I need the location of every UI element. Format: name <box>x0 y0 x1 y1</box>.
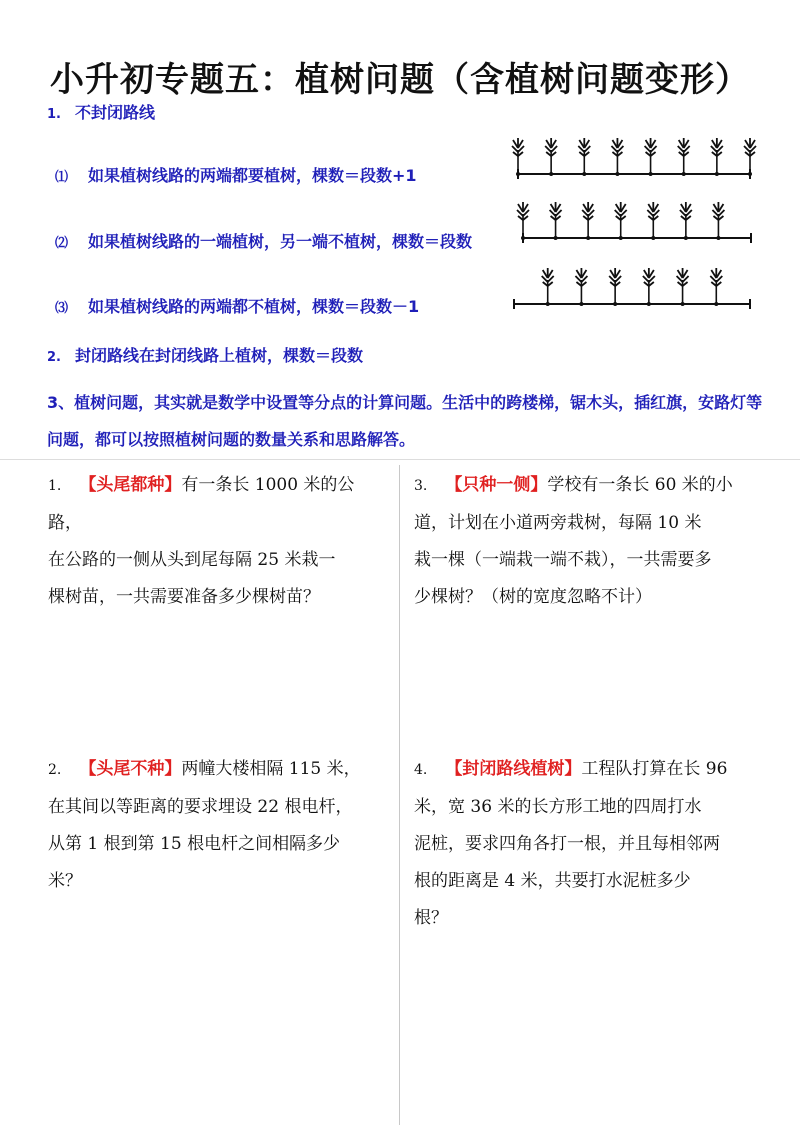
problem-4-line-1 <box>414 751 774 789</box>
problem-2-number: 2. <box>48 762 62 778</box>
rule-1 <box>55 163 417 186</box>
problem-4-text-2: 米，宽 36 米的长方形工地的四周打水 <box>414 797 702 817</box>
problem-3-text-4: 少棵树？（树的宽度忽略不计） <box>414 587 652 607</box>
tree-base-dot <box>684 236 688 240</box>
problem-3-text-3: 栽一棵（一端栽一端不栽），一共需要多 <box>414 550 712 570</box>
problem-3-text-1: 学校有一条长 60 米的小 <box>547 475 733 495</box>
rule-3 <box>55 294 419 317</box>
tree-icon <box>582 202 594 240</box>
tree-base-dot <box>613 302 617 306</box>
rule-2 <box>55 229 472 252</box>
vertical-divider <box>399 465 400 1125</box>
tree-icon <box>615 202 627 240</box>
section-2-number: 2. <box>47 350 61 365</box>
rule-3-text: 如果植树线路的两端都不植树，棵数＝段数－1 <box>88 297 420 316</box>
tree-base-dot <box>714 302 718 306</box>
rule-1-number: ⑴ <box>55 170 69 185</box>
tree-icon <box>645 138 657 176</box>
problem-3 <box>414 467 774 616</box>
tree-base-dot <box>549 172 553 176</box>
problem-2 <box>48 751 388 900</box>
tree-icon <box>611 138 623 176</box>
problem-3-tag: 【只种一侧】 <box>445 475 548 495</box>
problem-3-number: 3. <box>414 478 428 494</box>
problem-3-text-2: 道，计划在小道两旁栽树，每隔 10 米 <box>414 513 702 533</box>
problem-4 <box>414 751 774 937</box>
tree-base-dot <box>615 172 619 176</box>
tree-diagram-both-ends <box>510 136 760 186</box>
section-1-number: 1. <box>47 107 61 122</box>
tree-icon <box>647 202 659 240</box>
tree-base-dot <box>716 236 720 240</box>
tree-icon <box>712 202 724 240</box>
section-1-heading <box>47 100 155 123</box>
problem-2-tag: 【头尾不种】 <box>79 759 182 779</box>
problem-1-line-1 <box>48 467 388 542</box>
problem-2-text-2: 在其间以等距离的要求埋设 22 根电杆， <box>48 797 353 817</box>
problem-4-number: 4. <box>414 762 428 778</box>
problem-4-text-3: 泥桩，要求四角各打一根，并且每相邻两 <box>414 834 720 854</box>
rule-2-number: ⑵ <box>55 236 69 251</box>
tree-icon <box>711 138 723 176</box>
problem-2-text-1: 两幢大楼相隔 115 米， <box>181 759 361 779</box>
horizontal-divider <box>0 459 800 460</box>
tree-icon <box>512 138 524 176</box>
page-title: 小升初专题五：植树问题（含植树问题变形） <box>50 60 750 100</box>
tree-icon <box>680 202 692 240</box>
tree-icon <box>517 202 529 240</box>
tree-icon <box>678 138 690 176</box>
tree-icon <box>542 268 554 306</box>
problem-1-tag: 【头尾都种】 <box>79 475 182 495</box>
problem-1 <box>48 467 388 616</box>
problem-1-text-3: 棵树苗，一共需要准备多少棵树苗？ <box>48 587 320 607</box>
tree-base-dot <box>516 172 520 176</box>
tree-icon <box>575 268 587 306</box>
rule-1-text: 如果植树线路的两端都要植树，棵数＝段数+1 <box>88 166 417 185</box>
tree-icon <box>578 138 590 176</box>
tree-diagram-one-end <box>515 200 760 250</box>
tree-icon <box>744 138 756 176</box>
section-2 <box>47 343 363 366</box>
problem-3-line-1 <box>414 467 774 505</box>
tree-base-dot <box>579 302 583 306</box>
rule-2-text: 如果植树线路的一端植树，另一端不植树，棵数＝段数 <box>88 232 473 251</box>
problem-4-tag: 【封闭路线植树】 <box>445 759 582 779</box>
problem-1-text-1: 有一条长 1000 米的公路， <box>48 475 355 533</box>
tree-base-dot <box>682 172 686 176</box>
tree-base-dot <box>582 172 586 176</box>
rule-3-number: ⑶ <box>55 301 69 316</box>
tree-icon <box>710 268 722 306</box>
tree-base-dot <box>647 302 651 306</box>
problem-1-number: 1. <box>48 478 62 494</box>
tree-base-dot <box>619 236 623 240</box>
problem-2-line-1 <box>48 751 388 789</box>
tree-base-dot <box>681 302 685 306</box>
problem-4-text-1: 工程队打算在长 96 <box>581 759 728 779</box>
tree-icon <box>545 138 557 176</box>
tree-icon <box>677 268 689 306</box>
tree-icon <box>643 268 655 306</box>
problem-4-text-5: 根？ <box>414 908 448 928</box>
tree-icon <box>550 202 562 240</box>
section-3-text: 3、植树问题，其实就是数学中设置等分点的计算问题。生活中的跨楼梯，锯木头，插红旗，安路灯等问题，都可以按照植树问题的数量关系和思路解答。 <box>47 393 763 449</box>
tree-base-dot <box>554 236 558 240</box>
problem-2-text-3: 从第 1 根到第 15 根电杆之间相隔多少 <box>48 834 341 854</box>
tree-base-dot <box>651 236 655 240</box>
tree-base-dot <box>748 172 752 176</box>
section-2-text: 封闭路线在封闭线路上植树，棵数＝段数 <box>74 346 363 365</box>
tree-base-dot <box>715 172 719 176</box>
tree-base-dot <box>586 236 590 240</box>
problem-1-text-2: 在公路的一侧从头到尾每隔 25 米栽一 <box>48 550 336 570</box>
tree-icon <box>609 268 621 306</box>
tree-base-dot <box>521 236 525 240</box>
section-1-title: 不封闭路线 <box>74 103 155 122</box>
tree-diagram-no-ends <box>510 266 760 316</box>
tree-base-dot <box>649 172 653 176</box>
problem-4-text-4: 根的距离是 4 米，共要打水泥桩多少 <box>414 871 691 891</box>
tree-base-dot <box>546 302 550 306</box>
problem-2-text-4: 米？ <box>48 871 82 891</box>
